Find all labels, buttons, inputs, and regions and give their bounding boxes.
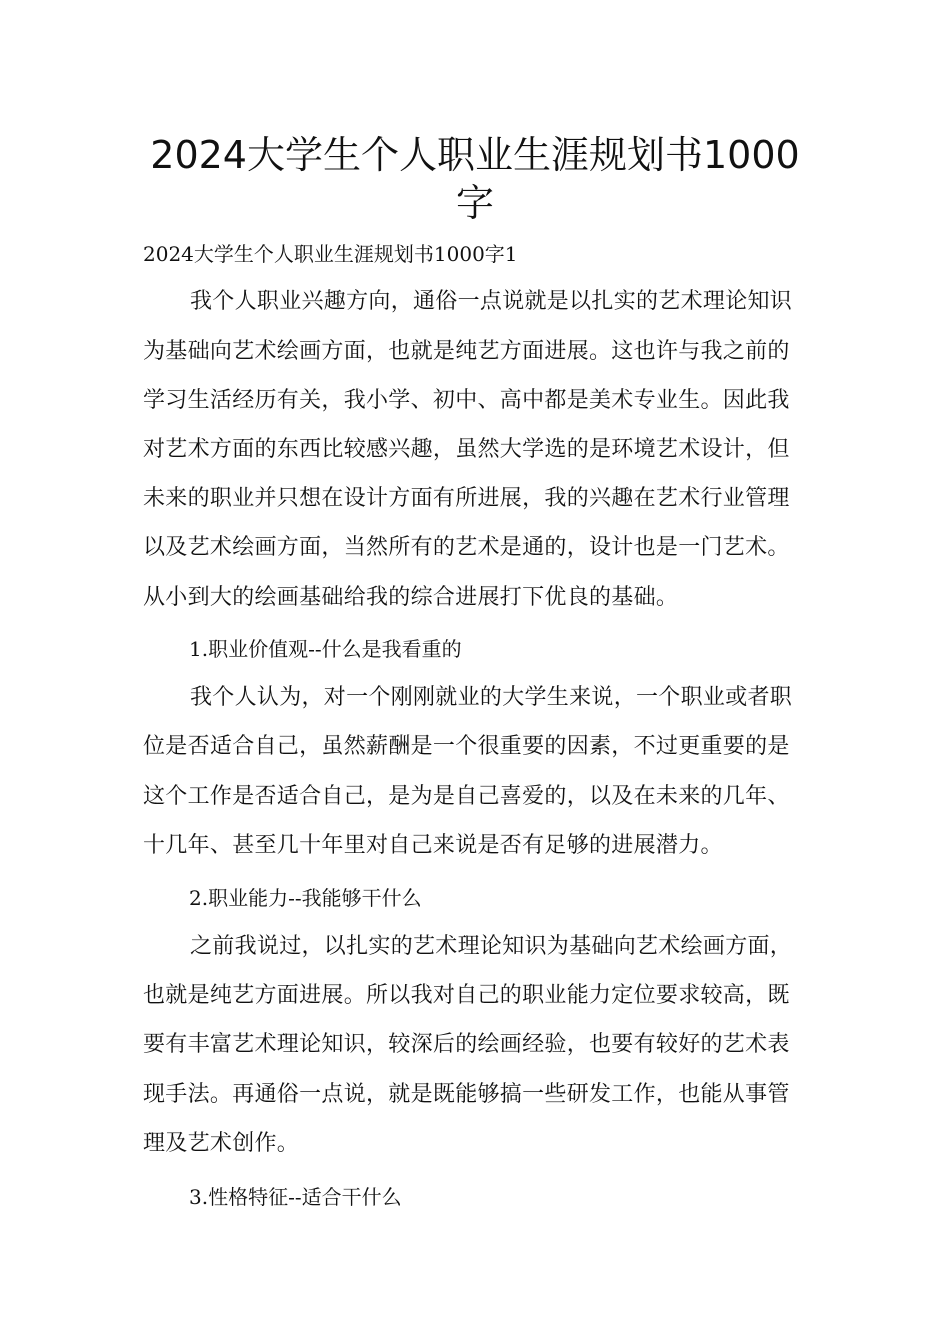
document-subtitle: 2024大学生个人职业生涯规划书1000字1	[143, 242, 518, 266]
paragraph-2-line: 位是否适合自己，虽然薪酬是一个很重要的因素，不过更重要的是	[143, 734, 790, 759]
paragraph-3-line: 也就是纯艺方面进展。所以我对自己的职业能力定位要求较高，既	[143, 983, 790, 1008]
section-heading-3: 3.性格特征--适合干什么	[189, 1185, 402, 1209]
paragraph-1-line: 从小到大的绘画基础给我的综合进展打下优良的基础。	[143, 585, 679, 610]
section-heading-2: 2.职业能力--我能够干什么	[189, 886, 422, 910]
paragraph-3-line: 要有丰富艺术理论知识，较深后的绘画经验，也要有较好的艺术表	[143, 1032, 790, 1057]
paragraph-1-line: 未来的职业并只想在设计方面有所进展，我的兴趣在艺术行业管理	[143, 486, 790, 511]
paragraph-1-line: 学习生活经历有关，我小学、初中、高中都是美术专业生。因此我	[143, 388, 790, 413]
paragraph-2-line: 我个人认为，对一个刚刚就业的大学生来说，一个职业或者职	[190, 685, 793, 710]
paragraph-1-line: 我个人职业兴趣方向，通俗一点说就是以扎实的艺术理论知识	[190, 289, 793, 314]
paragraph-2-line: 这个工作是否适合自己，是为是自己喜爱的，以及在未来的几年、	[143, 784, 790, 809]
paragraph-3-line: 理及艺术创作。	[143, 1131, 300, 1156]
paragraph-2-line: 十几年、甚至几十年里对自己来说是否有足够的进展潜力。	[143, 833, 723, 858]
paragraph-3-line: 现手法。再通俗一点说，就是既能够搞一些研发工作，也能从事管	[143, 1082, 790, 1107]
section-heading-1: 1.职业价值观--什么是我看重的	[189, 637, 462, 661]
paragraph-1-line: 以及艺术绘画方面，当然所有的艺术是通的，设计也是一门艺术。	[143, 535, 790, 560]
paragraph-1-line: 为基础向艺术绘画方面，也就是纯艺方面进展。这也许与我之前的	[143, 339, 790, 364]
paragraph-1-line: 对艺术方面的东西比较感兴趣，虽然大学选的是环境艺术设计，但	[143, 437, 790, 462]
document-title-line-1: 2024大学生个人职业生涯规划书1000	[150, 133, 800, 177]
paragraph-3-line: 之前我说过，以扎实的艺术理论知识为基础向艺术绘画方面，	[190, 934, 793, 959]
document-title-line-2: 字	[455, 181, 494, 225]
